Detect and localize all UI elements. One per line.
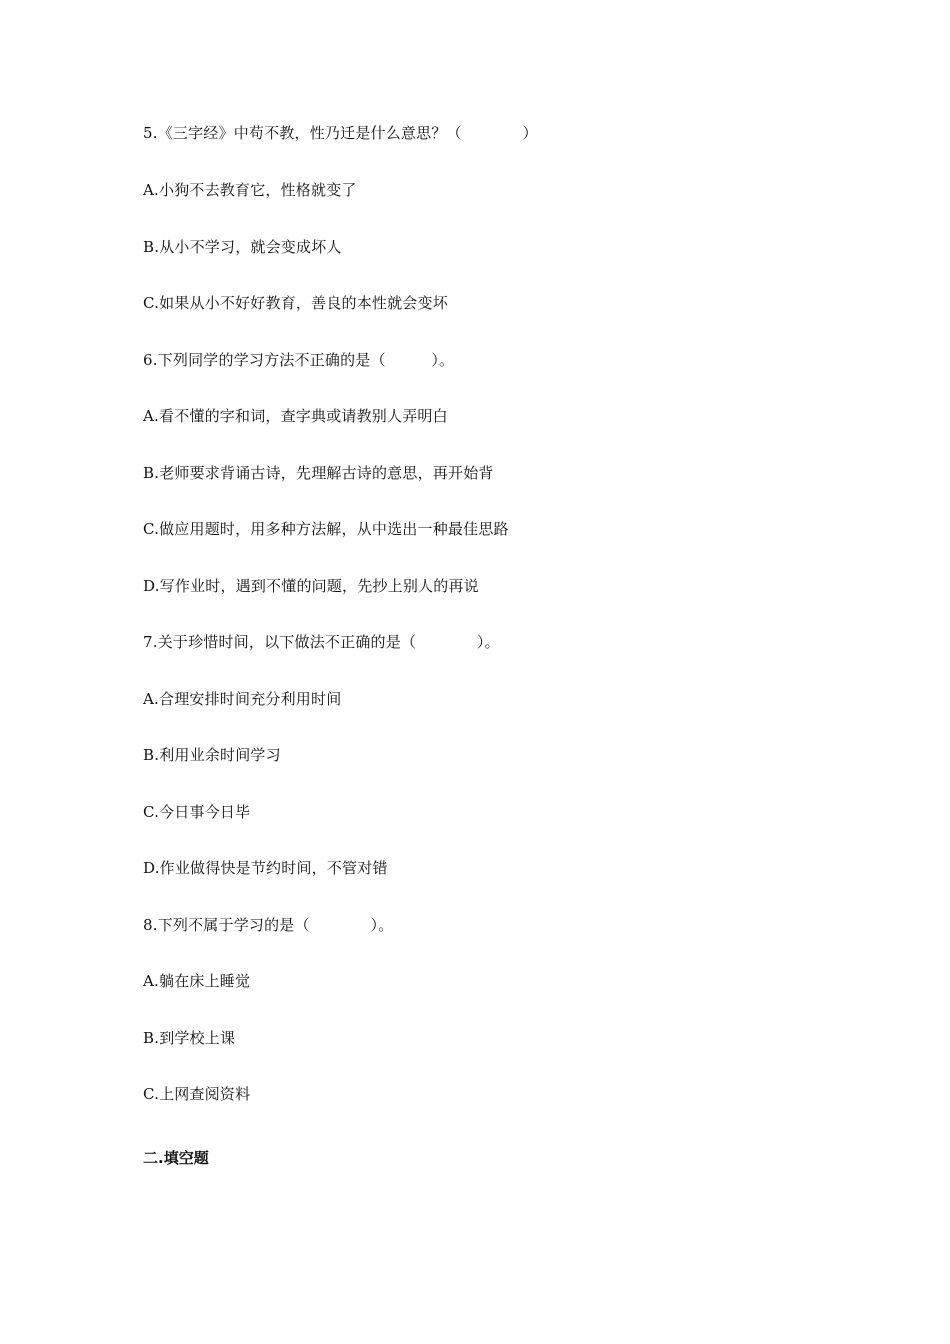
question-6-option-a: A.看不懂的字和词，查字典或请教别人弄明白 <box>143 407 448 425</box>
question-5-stem: 5.《三字经》中苟不教，性乃迁是什么意思？（ ） <box>143 124 538 142</box>
section-title-fill-in-blank: 二.填空题 <box>143 1149 209 1167</box>
question-5-option-a: A.小狗不去教育它，性格就变了 <box>143 181 357 199</box>
question-7-option-d: D.作业做得快是节约时间，不管对错 <box>143 859 388 877</box>
question-8-stem: 8.下列不属于学习的是（ ）。 <box>143 916 394 934</box>
question-7-stem: 7.关于珍惜时间，以下做法不正确的是（ ）。 <box>143 633 500 651</box>
question-6-option-d: D.写作业时，遇到不懂的问题，先抄上别人的再说 <box>143 577 479 595</box>
question-8-option-c: C.上网查阅资料 <box>143 1085 251 1103</box>
question-5-option-c: C.如果从小不好好教育，善良的本性就会变坏 <box>143 294 448 312</box>
question-8-option-a: A.躺在床上睡觉 <box>143 972 251 990</box>
question-6-stem: 6.下列同学的学习方法不正确的是（ ）。 <box>143 351 455 369</box>
question-8-option-b: B.到学校上课 <box>143 1029 236 1047</box>
question-5-option-b: B.从小不学习，就会变成坏人 <box>143 238 342 256</box>
question-7-option-c: C.今日事今日毕 <box>143 803 251 821</box>
question-6-option-b: B.老师要求背诵古诗，先理解古诗的意思，再开始背 <box>143 464 494 482</box>
question-7-option-a: A.合理安排时间充分利用时间 <box>143 690 342 708</box>
question-6-option-c: C.做应用题时，用多种方法解，从中选出一种最佳思路 <box>143 520 509 538</box>
question-7-option-b: B.利用业余时间学习 <box>143 746 281 764</box>
